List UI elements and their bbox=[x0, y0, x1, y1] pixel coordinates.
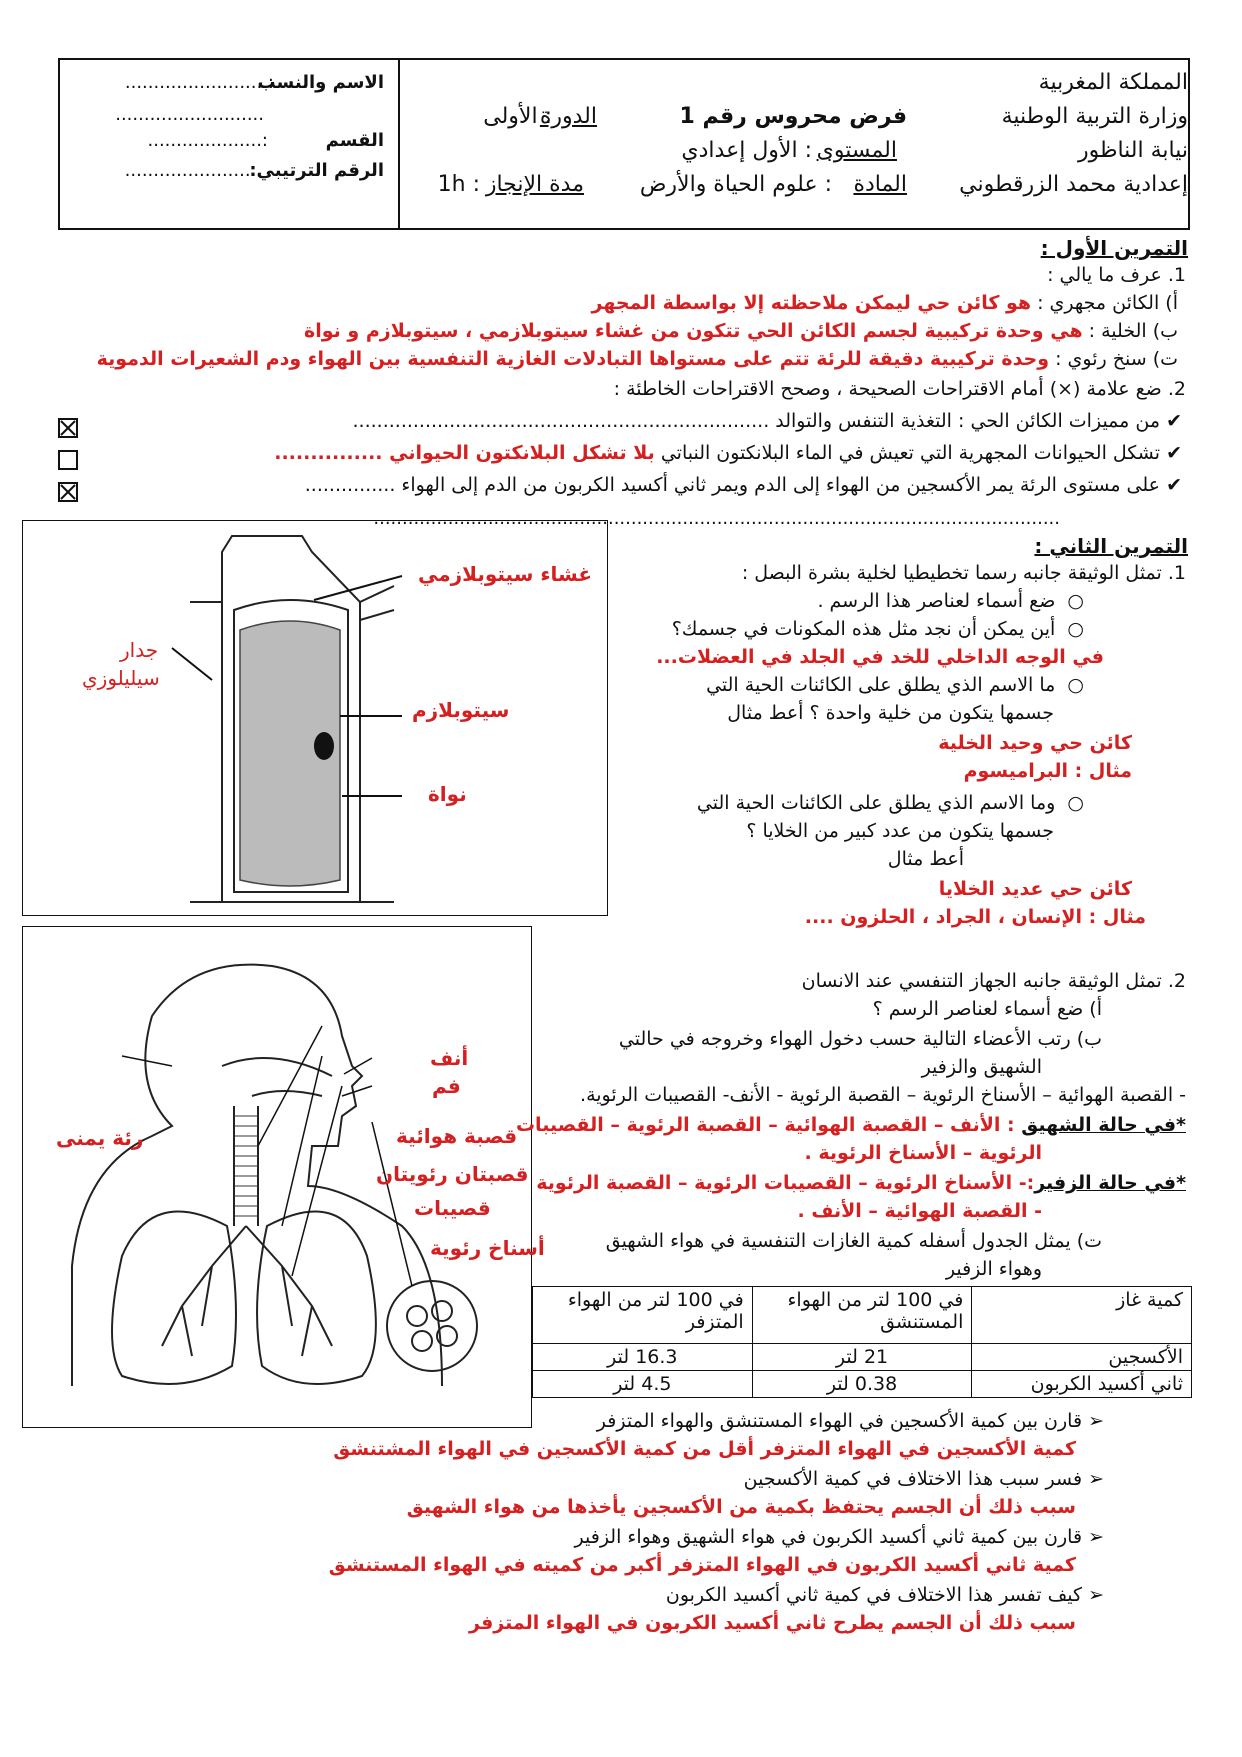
duration-value: : 1h bbox=[437, 172, 480, 197]
ex2-q1-b4-l2: جسمها يتكون من عدد كبير من الخلايا ؟ bbox=[746, 820, 1054, 842]
student-name-dots[interactable]: :......................... bbox=[124, 72, 274, 93]
class-label: القسم bbox=[325, 130, 384, 151]
label-cytoplasmic-membrane: غشاء سيتوبلازمي bbox=[418, 562, 593, 586]
gas-table bbox=[532, 1286, 1192, 1398]
exhale-answer-l2: - القصبة الهوائية – الأنف . bbox=[797, 1200, 1042, 1222]
session-value: : الأولى bbox=[483, 104, 552, 129]
c3-question-row bbox=[575, 1526, 1104, 1548]
table-header: كمية غاز bbox=[972, 1287, 1192, 1344]
checkmark-icon: ✔ bbox=[1160, 410, 1182, 432]
class-dots[interactable]: :.................... bbox=[147, 130, 268, 151]
header-directorate: نيابة الناظور bbox=[1077, 138, 1188, 163]
arrow-bullet-icon: ➢ bbox=[1082, 1410, 1104, 1432]
ex1-s1: من مميزات الكائن الحي : التغذية التنفس والتوالد ..................................................................... bbox=[352, 410, 1161, 432]
header-ministry: وزارة التربية الوطنية bbox=[1001, 104, 1188, 129]
duration-label: مدة الإنجاز bbox=[485, 172, 584, 197]
rank-label: الرقم الترتيبي: bbox=[249, 160, 384, 181]
label-bronchioles: قصيبات bbox=[414, 1196, 491, 1220]
ex1-c-label: ت) سنخ رئوي : bbox=[1049, 348, 1178, 370]
label-bronchi: قصبتان رئويتان bbox=[376, 1162, 529, 1186]
c2-question-row bbox=[744, 1468, 1104, 1490]
table-header: في 100 لتر من الهواء المستنشق bbox=[752, 1287, 972, 1344]
label-alveoli: أسناخ رئوية bbox=[430, 1236, 545, 1260]
ex2-q1-b3-l1 bbox=[706, 674, 1084, 696]
level-value: : الأول إعدادي bbox=[681, 138, 812, 163]
table-cell: الأكسجين bbox=[972, 1344, 1192, 1371]
ex2-q1-b4-ans1: كائن حي عديد الخلايا bbox=[938, 878, 1132, 900]
ex1-q1: 1. عرف ما يالي : bbox=[1047, 264, 1186, 286]
session-label: الدورة bbox=[539, 104, 597, 129]
ex1-s2-correction: بلا تشكل البلانكتون الحيواني ............... bbox=[274, 442, 655, 464]
ex1-a-label: أ) الكائن مجهري : bbox=[1031, 292, 1178, 314]
ex2-q1-b3-ans2: مثال : البراميسوم bbox=[963, 760, 1132, 782]
exhale-answer-l1: :- الأسناخ الرئوية – القصيبات الرئوية – القصبة الرئوية bbox=[536, 1172, 1035, 1194]
ex1-s2-row bbox=[274, 442, 1182, 464]
bullet-icon: ○ bbox=[1055, 674, 1084, 696]
arrow-bullet-icon: ➢ bbox=[1082, 1584, 1104, 1606]
level-label: المستوى bbox=[816, 138, 897, 163]
ex2-q2-a: أ) ضع أسماء لعناصر الرسم ؟ bbox=[872, 998, 1102, 1020]
ex2-q1-b3-ans1: كائن حي وحيد الخلية bbox=[938, 732, 1132, 754]
checkmark-icon: ✔ bbox=[1160, 442, 1182, 464]
c3-answer: كمية ثاني أكسيد الكربون في الهواء المتزفر أكبر من كميته في الهواء المستنشق bbox=[328, 1554, 1076, 1576]
header-school: إعدادية محمد الزرقطوني bbox=[959, 172, 1188, 197]
exam-title: فرض محروس رقم 1 bbox=[679, 104, 907, 129]
ex1-c-answer: وحدة تركيبية دقيقة للرئة تتم على مستواها التبادلات الغازية التنفسية بين الهواء ودم الشعيرات الدموية bbox=[96, 348, 1050, 370]
ex2-q1-b1 bbox=[817, 590, 1084, 612]
bullet-icon: ○ bbox=[1055, 792, 1084, 814]
label-wall-2: سيليلوزي bbox=[82, 666, 160, 690]
ex2-q2-c-l2: وهواء الزفير bbox=[945, 1258, 1042, 1280]
ex1-b-label: ب) الخلية : bbox=[1082, 320, 1178, 342]
arrow-bullet-icon: ➢ bbox=[1082, 1526, 1104, 1548]
student-name-label: الاسم والنسب bbox=[257, 72, 384, 93]
ex1-dots-line: ........................................................................................................................ bbox=[373, 508, 1060, 529]
table-cell: 0.38 لتر bbox=[752, 1371, 972, 1398]
ex1-s2-text: تشكل الحيوانات المجهرية التي تعيش في الماء البلانكتون النباتي bbox=[654, 442, 1161, 464]
cross-icon bbox=[60, 420, 76, 436]
ex2-q1-b4-l3: أعط مثال bbox=[887, 848, 964, 870]
ex1-s1-row bbox=[353, 410, 1183, 432]
c4-question-row bbox=[666, 1584, 1104, 1606]
table-header: في 100 لتر من الهواء المتزفر bbox=[533, 1287, 753, 1344]
student-name-dots2[interactable]: .......................... bbox=[115, 104, 264, 125]
inhale-answer-l1: : الأنف – القصبة الهوائية – القصبة الرئوية – القصيبات bbox=[515, 1114, 1022, 1136]
table-cell: 4.5 لتر bbox=[533, 1371, 753, 1398]
checkmark-icon: ✔ bbox=[1160, 474, 1182, 496]
c4-question: كيف تفسر هذا الاختلاف في كمية ثاني أكسيد الكربون bbox=[665, 1584, 1083, 1606]
inhale-answer-l2: الرئوية – الأسناخ الرئوية . bbox=[804, 1142, 1042, 1164]
inhale-row bbox=[516, 1114, 1186, 1136]
checkbox-s1[interactable] bbox=[58, 418, 78, 438]
ex1-c-row bbox=[97, 348, 1178, 370]
ex2-q1-b3-text: ما الاسم الذي يطلق على الكائنات الحية التي bbox=[706, 674, 1056, 696]
label-cytoplasm: سيتوبلازم bbox=[412, 698, 510, 722]
label-wall-1: جدار bbox=[120, 638, 159, 662]
rank-dots[interactable]: ........................ bbox=[124, 160, 262, 181]
ex2-q1-b3-l2: جسمها يتكون من خلية واحدة ؟ أعط مثال bbox=[727, 702, 1054, 724]
ex1-a-answer: هو كائن حي ليمكن ملاحظته إلا بواسطة المجهر bbox=[591, 292, 1032, 314]
ex2-q2-b-l2: الشهيق والزفير bbox=[921, 1056, 1042, 1078]
subject-value: : علوم الحياة والأرض bbox=[639, 172, 832, 197]
c3-question: قارن بين كمية ثاني أكسيد الكربون في هواء الشهيق وهواء الزفير bbox=[574, 1526, 1083, 1548]
ex2-q1-b4-ans2: مثال : الإنسان ، الجراد ، الحلزون .... bbox=[804, 906, 1146, 928]
ex2-q1-b4-l1 bbox=[697, 792, 1084, 814]
ex1-b-answer: هي وحدة تركيبية لجسم الكائن الحي تتكون من غشاء سيتوبلازمي ، سيتوبلازم و نواة bbox=[304, 320, 1083, 342]
c4-answer: سبب ذلك أن الجسم يطرح ثاني أكسيد الكربون في الهواء المتزفر bbox=[469, 1612, 1076, 1634]
ex2-q2-c-l1: ت) يمثل الجدول أسفله كمية الغازات التنفسية في هواء الشهيق bbox=[605, 1230, 1102, 1252]
ex1-q2: 2. ضع علامة (×) أمام الاقتراحات الصحيحة ، وصحح الاقتراحات الخاطئة : bbox=[613, 378, 1186, 400]
bullet-icon: ○ bbox=[1055, 618, 1084, 640]
inhale-label: *في حالة الشهيق bbox=[1021, 1114, 1186, 1136]
ex1-title: التمرين الأول : bbox=[1040, 236, 1188, 260]
table-cell: 16.3 لتر bbox=[533, 1344, 753, 1371]
label-mouth: فم bbox=[432, 1074, 461, 1098]
ex2-title: التمرين الثاني : bbox=[1034, 534, 1188, 558]
table-row bbox=[533, 1371, 1192, 1398]
label-right-lung: رئة يمنى bbox=[56, 1126, 144, 1150]
table-header-row bbox=[533, 1287, 1192, 1344]
table-cell: 21 لتر bbox=[752, 1344, 972, 1371]
ex2-q1-b2-text: أين يمكن أن نجد مثل هذه المكونات في جسمك؟ bbox=[671, 618, 1056, 640]
exhale-row bbox=[536, 1172, 1186, 1194]
subject-label: المادة bbox=[853, 172, 907, 197]
checkbox-s3[interactable] bbox=[58, 482, 78, 502]
ex2-q1-l1: 1. تمثل الوثيقة جانبه رسما تخطيطيا لخلية بشرة البصل : bbox=[741, 562, 1186, 584]
header-kingdom: المملكة المغربية bbox=[1038, 70, 1188, 95]
header-divider bbox=[398, 58, 400, 230]
bullet-icon: ○ bbox=[1055, 590, 1084, 612]
c1-question-row bbox=[597, 1410, 1104, 1432]
checkbox-s2[interactable] bbox=[58, 450, 78, 470]
c1-question: قارن بين كمية الأكسجين في الهواء المستنشق والهواء المتزفر bbox=[596, 1410, 1083, 1432]
label-nose: أنف bbox=[430, 1046, 469, 1070]
cross-icon bbox=[60, 484, 76, 500]
ex1-s3-row bbox=[305, 474, 1182, 496]
label-nucleus: نواة bbox=[428, 782, 467, 806]
c2-question: فسر سبب هذا الاختلاف في كمية الأكسجين bbox=[743, 1468, 1083, 1490]
arrow-bullet-icon: ➢ bbox=[1082, 1468, 1104, 1490]
ex2-q2-b-l1: ب) رتب الأعضاء التالية حسب دخول الهواء وخروجه في حالتي bbox=[618, 1028, 1102, 1050]
ex1-s3: على مستوى الرئة يمر الأكسجين من الهواء إلى الدم ويمر ثاني أكسيد الكربون من الدم إلى الهواء ............... bbox=[304, 474, 1161, 496]
c2-answer: سبب ذلك أن الجسم يحتفظ بكمية من الأكسجين يأخذها من هواء الشهيق bbox=[406, 1496, 1076, 1518]
c1-answer: كمية الأكسجين في الهواء المتزفر أقل من كمية الأكسجين في الهواء المشتنشق bbox=[333, 1438, 1076, 1460]
ex2-q2-b-list: - القصبة الهوائية – الأسناخ الرئوية – القصبة الرئوية - الأنف- القصيبات الرئوية. bbox=[580, 1084, 1186, 1106]
table-row bbox=[533, 1344, 1192, 1371]
ex2-q1-b4-text: وما الاسم الذي يطلق على الكائنات الحية التي bbox=[696, 792, 1056, 814]
exhale-label: *في حالة الزفير bbox=[1034, 1172, 1186, 1194]
ex2-q2-l1: 2. تمثل الوثيقة جانبه الجهاز التنفسي عند الانسان bbox=[801, 970, 1186, 992]
ex2-q1-b1-text: ضع أسماء لعناصر هذا الرسم . bbox=[817, 590, 1056, 612]
label-trachea: قصبة هوائية bbox=[396, 1124, 518, 1148]
ex2-q1-b2 bbox=[672, 618, 1084, 640]
table-cell: ثاني أكسيد الكربون bbox=[972, 1371, 1192, 1398]
ex1-b-row bbox=[304, 320, 1178, 342]
ex2-q1-b2-answer: في الوجه الداخلي للخد في الجلد في العضلات... bbox=[656, 646, 1104, 668]
ex1-a-row bbox=[592, 292, 1178, 314]
